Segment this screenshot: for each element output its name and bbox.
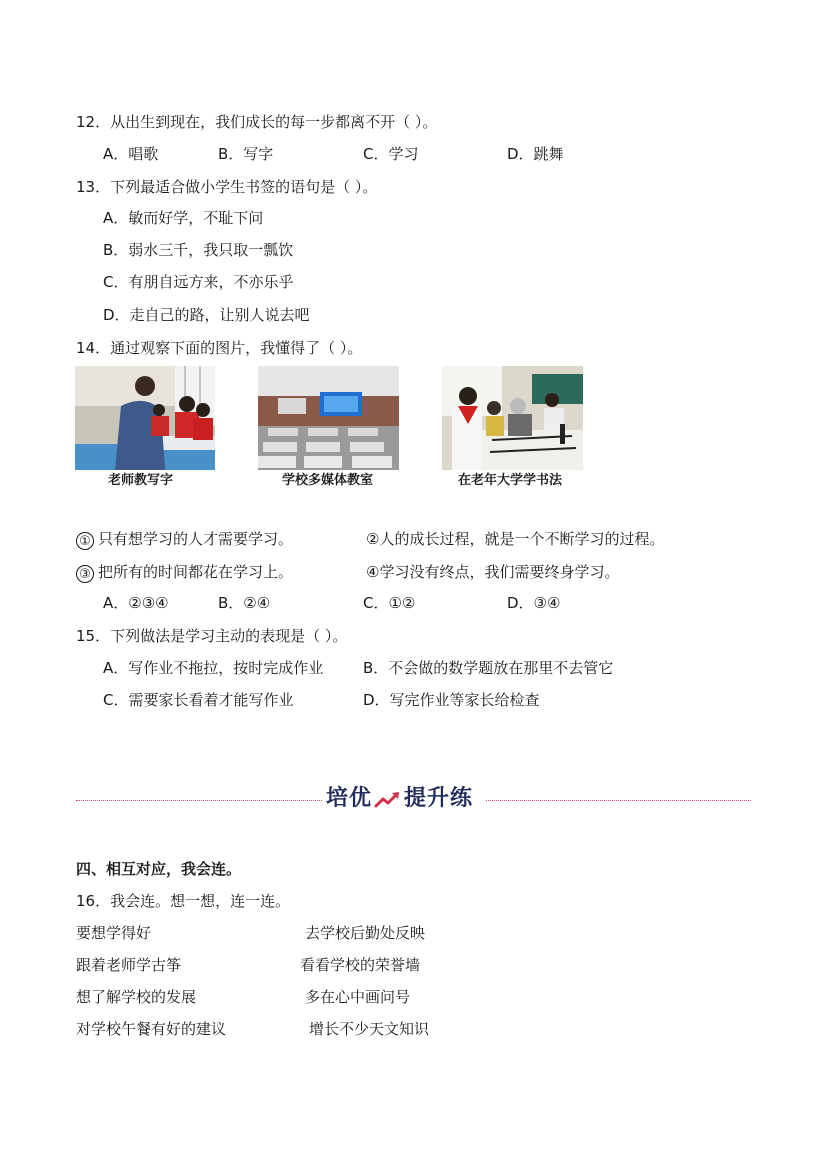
trend-arrow-icon <box>374 789 402 811</box>
q13-option-d: D．走自己的路，让别人说去吧 <box>103 306 310 324</box>
q14-statement-2: ②人的成长过程，就是一个不断学习的过程。 <box>366 530 665 548</box>
match-left-1: 要想学得好 <box>76 924 152 942</box>
match-left-4: 对学校午餐有好的建议 <box>76 1020 227 1038</box>
statement-text-3: 把所有的时间都花在学习上。 <box>98 563 294 581</box>
q14-option-d: D．③④ <box>507 594 561 612</box>
q14-stem: 14．通过观察下面的图片，我懂得了（ ）。 <box>76 339 363 357</box>
q14-statement-3 <box>76 562 293 583</box>
q14-option-c: C．①② <box>363 594 416 612</box>
q14-statement-4: ④学习没有终点，我们需要终身学习。 <box>366 563 620 581</box>
q13-option-b: B．弱水三千，我只取一瓢饮 <box>103 241 294 259</box>
match-right-3: 多在心中画问号 <box>305 988 411 1006</box>
match-right-4: 增长不少天文知识 <box>309 1020 430 1038</box>
q16-stem: 16．我会连。想一想，连一连。 <box>76 892 291 910</box>
q12-option-b: B．写字 <box>218 145 274 163</box>
q13-stem: 13．下列最适合做小学生书签的语句是（ ）。 <box>76 178 378 196</box>
statement-text-1: 只有想学习的人才需要学习。 <box>98 530 294 548</box>
q15-option-d: D．写完作业等家长给检查 <box>363 691 540 709</box>
q12-option-c: C．学习 <box>363 145 419 163</box>
section4-heading: 四、相互对应，我会连。 <box>76 860 242 878</box>
q14-statement-1 <box>76 529 293 550</box>
photo-senior-calligraphy <box>442 366 583 470</box>
match-right-1: 去学校后勤处反映 <box>305 924 426 942</box>
caption-senior-calligraphy: 在老年大学学书法 <box>458 473 563 488</box>
banner-text-right: 提升练 <box>404 786 474 811</box>
q13-option-c: C．有朋自远方来，不亦乐乎 <box>103 273 294 291</box>
q15-option-a: A．写作业不拖拉，按时完成作业 <box>103 659 324 677</box>
divider-left <box>76 800 322 801</box>
match-right-2: 看看学校的荣誉墙 <box>300 956 421 974</box>
divider-right <box>486 800 751 801</box>
match-left-3: 想了解学校的发展 <box>76 988 197 1006</box>
caption-multimedia-classroom: 学校多媒体教室 <box>282 473 374 488</box>
section-banner <box>326 785 486 815</box>
banner-text-left: 培优 <box>326 786 373 811</box>
q13-option-a: A．敏而好学，不耻下问 <box>103 209 264 227</box>
photo-multimedia-classroom <box>258 366 399 470</box>
q12-option-a: A．唱歌 <box>103 145 159 163</box>
statement-marker-1: ① <box>76 532 94 550</box>
statement-marker-3: ③ <box>76 565 94 583</box>
q14-option-b: B．②④ <box>218 594 271 612</box>
q15-option-b: B．不会做的数学题放在那里不去管它 <box>363 659 614 677</box>
match-left-2: 跟着老师学古筝 <box>76 956 182 974</box>
photo-teacher-teaching-writing <box>75 366 215 470</box>
q15-option-c: C．需要家长看着才能写作业 <box>103 691 294 709</box>
q14-option-a: A．②③④ <box>103 594 169 612</box>
q12-stem: 12．从出生到现在，我们成长的每一步都离不开（ ）。 <box>76 113 438 131</box>
q12-option-d: D．跳舞 <box>507 145 564 163</box>
caption-teacher-teaching-writing: 老师教写字 <box>108 473 174 488</box>
q15-stem: 15．下列做法是学习主动的表现是（ ）。 <box>76 627 348 645</box>
